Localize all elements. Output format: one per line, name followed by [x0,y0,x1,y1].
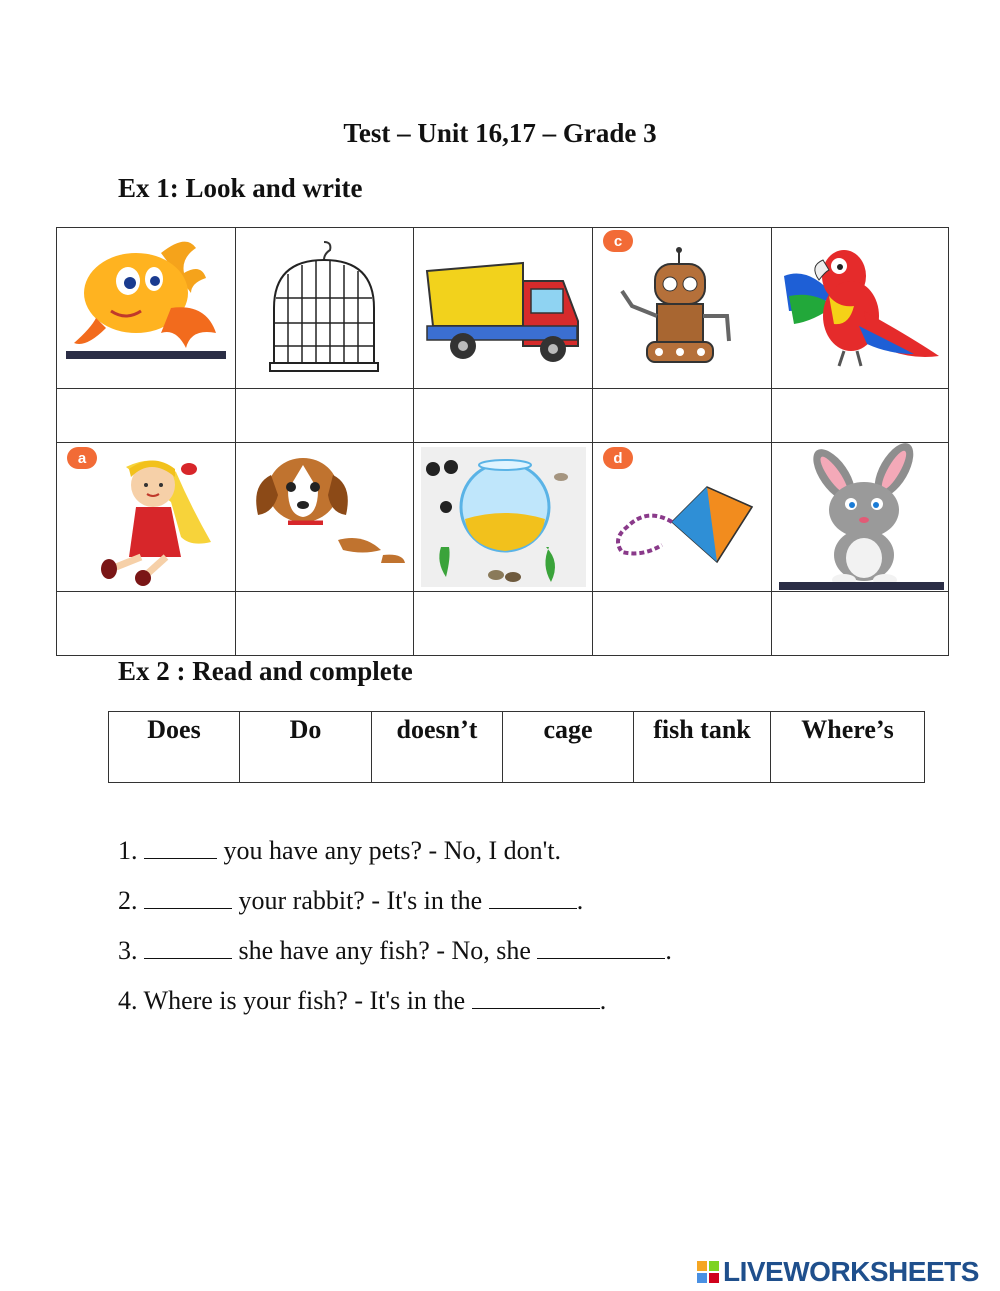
blank-3b[interactable] [537,936,665,959]
puppy-picture [239,444,411,590]
answer-box-8[interactable] [414,592,592,655]
sentence-number: 4. [118,986,138,1015]
sentence-end: . [665,936,672,965]
sentence-text: you have any pets? - No, I don't. [217,836,562,865]
answer-input-6[interactable] [57,592,235,655]
kite-icon [602,467,762,577]
word-bank-item: doesn’t [372,712,503,782]
birdcage-picture [239,230,409,386]
word-bank-item: fish tank [634,712,771,782]
answer-box-2[interactable] [236,389,413,442]
sentence-1 [118,836,561,866]
sentence-4 [118,986,606,1016]
exercise-2-heading: Ex 2 : Read and complete [118,656,413,686]
robot-picture [597,238,767,384]
answer-box-9[interactable] [593,592,771,655]
sentence-number: 3. [118,936,138,965]
picture-badge-d: d [603,447,633,469]
sentence-text: your rabbit? - It's in the [232,886,489,915]
picture-badge-a: a [67,447,97,469]
sentence-number: 1. [118,836,138,865]
parrot-picture [775,228,947,384]
truck-picture [417,238,589,384]
answer-box-3[interactable] [414,389,592,442]
answer-input-5[interactable] [772,389,948,442]
answer-input-10[interactable] [772,592,948,655]
brand-name: LIVEWORKSHEETS [723,1256,979,1287]
sentence-3 [118,936,672,966]
worksheet-title: Test – Unit 16,17 – Grade 3 [343,118,657,148]
answer-box-5[interactable] [772,389,948,442]
sentence-2 [118,886,583,916]
rabbit-picture [775,440,947,590]
answer-input-1[interactable] [57,389,235,442]
sentence-end: . [599,986,607,1015]
goldfish-picture [61,230,231,366]
parrot-icon [779,236,944,376]
sentence-number: 2. [118,886,138,915]
truck-icon [423,251,583,371]
robot-icon [607,246,757,376]
fishbowl-picture [417,444,589,590]
picture-badge-c: c [603,230,633,252]
answer-box-1[interactable] [57,389,235,442]
word-bank-item: Where’s [801,715,894,744]
blank-4a[interactable] [472,986,600,1009]
liveworksheets-logo [697,1256,979,1288]
rabbit-icon [779,440,944,590]
picture-grid [56,227,949,656]
birdcage-icon [264,238,384,378]
exercise-1-heading: Ex 1: Look and write [118,173,363,203]
answer-box-6[interactable] [57,592,235,655]
blank-2b[interactable] [489,886,577,909]
answer-input-3[interactable] [414,389,592,442]
word-bank [108,711,925,783]
puppy-icon [243,445,408,590]
answer-input-7[interactable] [236,592,413,655]
answer-box-7[interactable] [236,592,413,655]
blank-1a[interactable] [144,836,217,859]
sentence-text: Where is your fish? - It's in the [143,986,472,1015]
kite-picture [597,454,767,590]
word-bank-item: cage [503,712,634,782]
fishbowl-icon [421,447,586,587]
sentence-text: she have any fish? - No, she [232,936,538,965]
answer-box-10[interactable] [772,592,948,655]
answer-box-4[interactable] [593,389,771,442]
answer-input-9[interactable] [593,592,771,655]
word-bank-item: Do [240,712,372,782]
word-bank-item: Does [109,712,240,782]
answer-input-2[interactable] [236,389,413,442]
blank-2a[interactable] [144,886,232,909]
answer-input-4[interactable] [593,389,771,442]
sentence-end: . [576,886,584,915]
doll-icon [71,447,221,587]
blank-3a[interactable] [144,936,232,959]
goldfish-icon [66,233,226,363]
brand-mark-icon [697,1261,719,1283]
answer-input-8[interactable] [414,592,592,655]
